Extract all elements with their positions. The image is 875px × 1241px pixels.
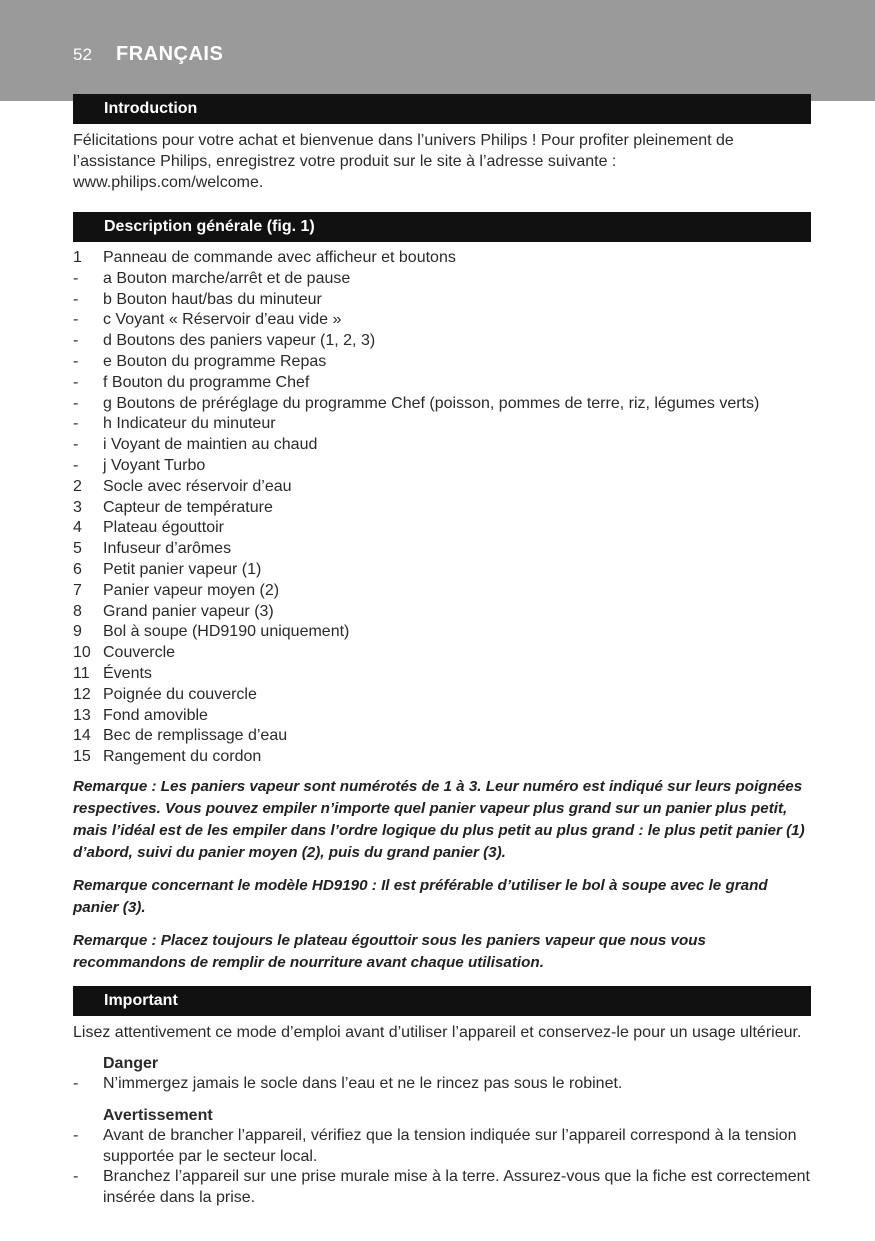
list-item: [73, 622, 811, 643]
list-marker: -: [73, 436, 79, 454]
list-item: [73, 290, 811, 311]
list-item-text: e Bouton du programme Repas: [103, 352, 327, 370]
section-heading-important: Important: [73, 986, 811, 1016]
list-item-text: Bol à soupe (HD9190 uniquement): [103, 623, 350, 641]
list-item: [73, 435, 811, 456]
list-item-text: g Boutons de préréglage du programme Chef (poisson, pommes de terre, riz, légumes verts): [103, 394, 760, 412]
description-list: [73, 248, 811, 768]
list-item: [73, 539, 811, 560]
warning-list: [73, 1126, 811, 1209]
document-body: [73, 94, 811, 1209]
note-drip-tray: Remarque : Placez toujours le plateau égouttoir sous les paniers vapeur que nous vous recommandons de remplir de nourriture avant chaque utilisation.: [73, 931, 706, 971]
list-item: [73, 310, 811, 331]
page-number: 52: [73, 45, 92, 64]
list-marker: -: [73, 290, 79, 308]
list-item-text: f Bouton du programme Chef: [103, 373, 310, 391]
language-title: FRANÇAIS: [116, 43, 224, 65]
list-marker: -: [73, 1126, 79, 1144]
list-item-text: a Bouton marche/arrêt et de pause: [103, 269, 351, 287]
list-marker: 10: [73, 644, 91, 662]
list-marker: 11: [73, 664, 90, 682]
list-marker: -: [73, 394, 79, 412]
list-item-text: Infuseur d’arômes: [103, 540, 232, 558]
list-marker: 7: [73, 581, 82, 599]
list-marker: -: [73, 352, 79, 370]
list-item: [73, 602, 811, 623]
list-item: [73, 477, 811, 498]
list-marker: 6: [73, 560, 82, 578]
warning-item: [73, 1126, 811, 1168]
list-item-text: N’immergez jamais le socle dans l’eau et ne le rincez pas sous le robinet.: [103, 1074, 623, 1092]
list-marker: 4: [73, 519, 82, 537]
list-item-text: Grand panier vapeur (3): [103, 602, 274, 620]
list-item-text: Fond amovible: [103, 706, 208, 724]
list-item: [73, 643, 811, 664]
danger-item: [73, 1074, 811, 1095]
list-item-text: Panneau de commande avec afficheur et boutons: [103, 249, 456, 266]
list-marker: -: [73, 1168, 79, 1186]
list-item-text: c Voyant « Réservoir d’eau vide »: [103, 311, 342, 329]
list-item: [73, 248, 811, 269]
list-item: [73, 331, 811, 352]
list-item-text: Évents: [103, 664, 152, 682]
list-item-text: Branchez l’appareil sur une prise murale mise à la terre. Assurez-vous que la fiche est correctement insérée dans la prise.: [103, 1168, 810, 1207]
section-heading-description: Description générale (fig. 1): [73, 212, 811, 242]
list-item: [73, 560, 811, 581]
list-item-text: Rangement du cordon: [103, 748, 262, 766]
warning-heading: Avertissement: [103, 1106, 213, 1124]
list-marker: 9: [73, 623, 82, 641]
list-marker: 15: [73, 748, 91, 766]
list-marker: -: [73, 332, 79, 350]
list-marker: 3: [73, 498, 82, 516]
list-item-text: b Bouton haut/bas du minuteur: [103, 290, 322, 308]
introduction-text: Félicitations pour votre achat et bienvenue dans l’univers Philips ! Pour profiter pleinement de l’assistance Philips, enregistrez votre produit sur le site à l’adresse suivante : www.philips.com/welcome.: [73, 132, 734, 191]
list-marker: 8: [73, 602, 82, 620]
list-item: [73, 414, 811, 435]
list-item: [73, 685, 811, 706]
section-heading-introduction: Introduction: [73, 94, 811, 124]
list-marker: 14: [73, 727, 91, 745]
list-item-text: Petit panier vapeur (1): [103, 560, 262, 578]
list-item: [73, 456, 811, 477]
list-marker: -: [73, 311, 79, 329]
list-marker: -: [73, 373, 79, 391]
list-item-text: d Boutons des paniers vapeur (1, 2, 3): [103, 332, 376, 350]
list-marker: -: [73, 415, 79, 433]
list-item: [73, 498, 811, 519]
note-hd9190: Remarque concernant le modèle HD9190 : Il est préférable d’utiliser le bol à soupe avec le grand panier (3).: [73, 876, 768, 916]
list-marker: -: [73, 269, 79, 287]
list-item-text: Poignée du couvercle: [103, 685, 257, 703]
header-bar: [0, 0, 875, 101]
list-marker: -: [73, 456, 79, 474]
list-item-text: Bec de remplissage d’eau: [103, 727, 288, 745]
list-item: [73, 352, 811, 373]
list-marker: 1: [73, 249, 82, 266]
list-item-text: Avant de brancher l’appareil, vérifiez que la tension indiquée sur l’appareil correspond à la tension supportée par le secteur local.: [103, 1126, 797, 1165]
list-item: [73, 706, 811, 727]
list-marker: -: [73, 1074, 79, 1092]
list-marker: 5: [73, 540, 82, 558]
list-item: [73, 664, 811, 685]
note-baskets: Remarque : Les paniers vapeur sont numérotés de 1 à 3. Leur numéro est indiqué sur leurs poignées respectives. Vous pouvez empiler n’importe quel panier vapeur plus grand sur un panier plus petit, mais l’idéal est de les empiler dans l’ordre logique du plus petit au plus grand : le plus petit panier (1) d’abord, suivi du panier moyen (2), puis du grand panier (3).: [73, 777, 805, 861]
list-item-text: Couvercle: [103, 644, 176, 662]
list-item: [73, 373, 811, 394]
list-item-text: Socle avec réservoir d’eau: [103, 477, 292, 495]
list-item-text: j Voyant Turbo: [103, 456, 206, 474]
list-item: [73, 394, 811, 415]
list-marker: 12: [73, 685, 91, 703]
list-item-text: h Indicateur du minuteur: [103, 415, 276, 433]
important-text: Lisez attentivement ce mode d’emploi avant d’utiliser l’appareil et conservez-le pour un usage ultérieur.: [73, 1023, 802, 1041]
list-marker: 13: [73, 706, 91, 724]
list-item: [73, 726, 811, 747]
list-item: [73, 518, 811, 539]
list-marker: 2: [73, 477, 82, 495]
danger-list: [73, 1074, 811, 1095]
list-item-text: i Voyant de maintien au chaud: [103, 436, 318, 454]
danger-heading: Danger: [103, 1054, 159, 1072]
list-item-text: Panier vapeur moyen (2): [103, 581, 280, 599]
list-item: [73, 581, 811, 602]
list-item-text: Capteur de température: [103, 498, 273, 516]
warning-item: [73, 1167, 811, 1209]
list-item-text: Plateau égouttoir: [103, 519, 224, 537]
list-item: [73, 269, 811, 290]
list-item: [73, 747, 811, 768]
